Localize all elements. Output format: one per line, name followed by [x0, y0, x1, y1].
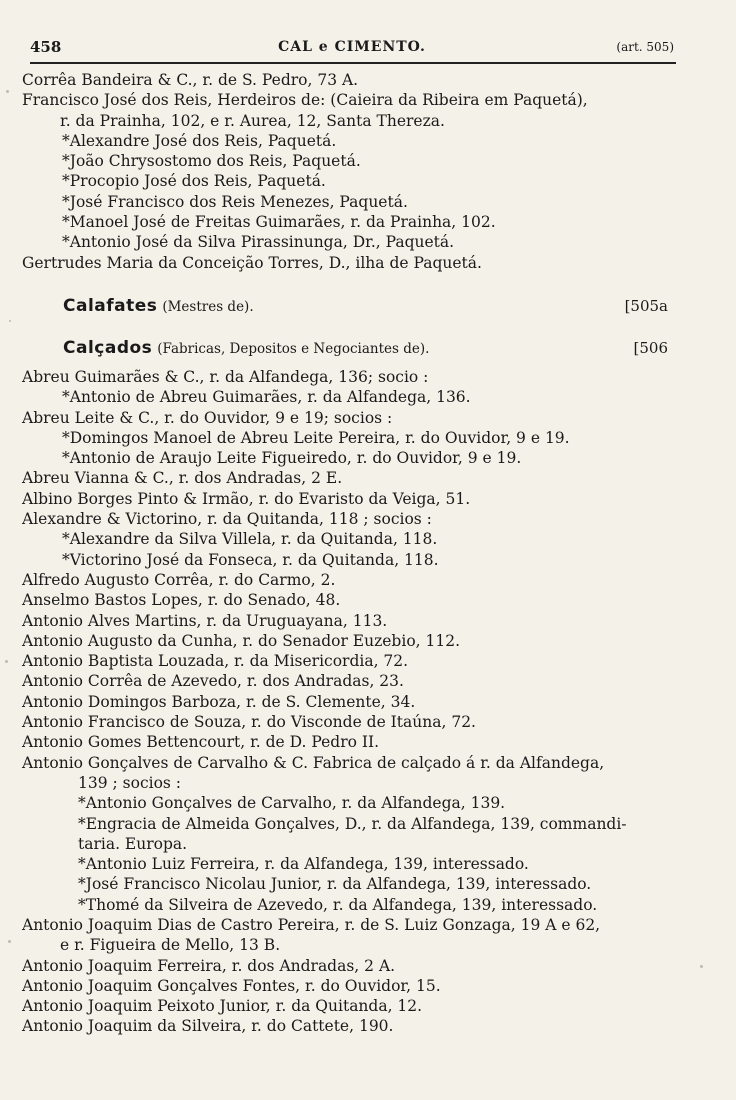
entry: Antonio Gonçalves de Carvalho & C. Fabrica de calçado á r. da Alfandega,: [22, 753, 605, 772]
entry: Francisco José dos Reis, Herdeiros de: (Caieira da Ribeira em Paquetá),: [22, 91, 588, 110]
sub-entry: *João Chrysostomo dos Reis, Paquetá.: [62, 152, 361, 171]
entry: Abreu Guimarães & C., r. da Alfandega, 136; socio :: [22, 367, 429, 386]
sub-entry: *Antonio de Abreu Guimarães, r. da Alfandega, 136.: [62, 388, 471, 407]
entry: Gertrudes Maria da Conceição Torres, D., ilha de Paquetá.: [22, 253, 482, 272]
print-speck: [9, 320, 11, 322]
section-calcados: [20, 335, 690, 361]
print-speck: [5, 660, 8, 663]
entry: Antonio Baptista Louzada, r. da Misericordia, 72.: [22, 652, 409, 671]
entry: Antonio Joaquim Dias de Castro Pereira, r. de S. Luiz Gonzaga, 19 A e 62,: [22, 915, 601, 934]
entry: Antonio Gomes Bettencourt, r. de D. Pedro II.: [22, 733, 380, 752]
entry: Antonio Joaquim Gonçalves Fontes, r. do Ouvidor, 15.: [22, 976, 441, 995]
entry: Anselmo Bastos Lopes, r. do Senado, 48.: [22, 591, 341, 610]
article-reference: (art. 505): [616, 40, 674, 54]
entry: Antonio Francisco de Souza, r. do Visconde de Itaúna, 72.: [22, 713, 476, 732]
entry: Antonio Joaquim Peixoto Junior, r. da Quitanda, 12.: [22, 997, 423, 1016]
sub-entry: *Thomé da Silveira de Azevedo, r. da Alfandega, 139, interessado.: [78, 895, 598, 914]
page-number: 458: [30, 38, 62, 56]
entry: Abreu Vianna & C., r. dos Andradas, 2 E.: [22, 469, 343, 488]
entry-continuation: e r. Figueira de Mello, 13 B.: [60, 936, 281, 955]
entry-continuation: 139 ; socios :: [78, 773, 182, 792]
entry: Albino Borges Pinto & Irmão, r. do Evaristo da Veiga, 51.: [22, 489, 471, 508]
sub-entry: *Domingos Manoel de Abreu Leite Pereira, r. do Ouvidor, 9 e 19.: [62, 428, 570, 447]
entry: Antonio Domingos Barboza, r. de S. Clemente, 34.: [22, 692, 416, 711]
sub-entry: *Alexandre José dos Reis, Paquetá.: [62, 131, 337, 150]
entry-continuation: r. da Prainha, 102, e r. Aurea, 12, Santa Thereza.: [60, 111, 445, 130]
entry: Antonio Alves Martins, r. da Uruguayana, 113.: [22, 611, 388, 630]
entry: Antonio Joaquim Ferreira, r. dos Andradas, 2 A.: [22, 956, 396, 975]
entry-continuation: taria. Europa.: [78, 834, 188, 853]
entry: Antonio Joaquim da Silveira, r. do Cattete, 190.: [22, 1017, 394, 1036]
print-speck: [6, 90, 9, 93]
section-title: Calçados: [63, 337, 153, 358]
entry: Corrêa Bandeira & C., r. de S. Pedro, 73 A.: [22, 71, 359, 89]
section-number: [505a: [624, 296, 668, 315]
entry: Alfredo Augusto Corrêa, r. do Carmo, 2.: [22, 570, 336, 589]
section-description: (Mestres de).: [162, 298, 254, 315]
section-title: Calafates: [63, 295, 158, 316]
sub-entry: *José Francisco Nicolau Junior, r. da Alfandega, 139, interessado.: [78, 875, 592, 894]
entry: Alexandre & Victorino, r. da Quitanda, 118 ; socios :: [22, 510, 432, 529]
entries: [20, 70, 690, 1037]
sub-entry: *Antonio Gonçalves de Carvalho, r. da Alfandega, 139.: [78, 794, 506, 813]
sub-entry: *Procopio José dos Reis, Paquetá.: [62, 172, 326, 191]
section-calafates: [20, 293, 690, 319]
section-number: [506: [633, 338, 668, 357]
sub-entry: *Victorino José da Fonseca, r. da Quitanda, 118.: [62, 550, 439, 569]
entry: Antonio Corrêa de Azevedo, r. dos Andradas, 23.: [22, 672, 404, 691]
sub-entry: *Antonio José da Silva Pirassinunga, Dr., Paquetá.: [62, 233, 455, 252]
page-header: [30, 38, 674, 60]
running-title: CAL e CIMENTO.: [278, 39, 426, 55]
print-speck: [8, 940, 11, 943]
sub-entry: *José Francisco dos Reis Menezes, Paquetá.: [62, 192, 408, 211]
print-speck: [700, 965, 703, 968]
sub-entry: *Engracia de Almeida Gonçalves, D., r. da Alfandega, 139, commandi-: [78, 814, 627, 833]
header-rule: [30, 62, 676, 64]
section-description: (Fabricas, Depositos e Negociantes de).: [157, 340, 430, 357]
sub-entry: *Antonio Luiz Ferreira, r. da Alfandega, 139, interessado.: [78, 855, 529, 874]
sub-entry: *Manoel José de Freitas Guimarães, r. da Prainha, 102.: [62, 213, 496, 232]
sub-entry: *Alexandre da Silva Villela, r. da Quitanda, 118.: [62, 530, 438, 549]
sub-entry: *Antonio de Araujo Leite Figueiredo, r. do Ouvidor, 9 e 19.: [62, 449, 522, 468]
entry: Abreu Leite & C., r. do Ouvidor, 9 e 19; socios :: [22, 408, 393, 427]
entry: Antonio Augusto da Cunha, r. do Senador Euzebio, 112.: [22, 631, 461, 650]
